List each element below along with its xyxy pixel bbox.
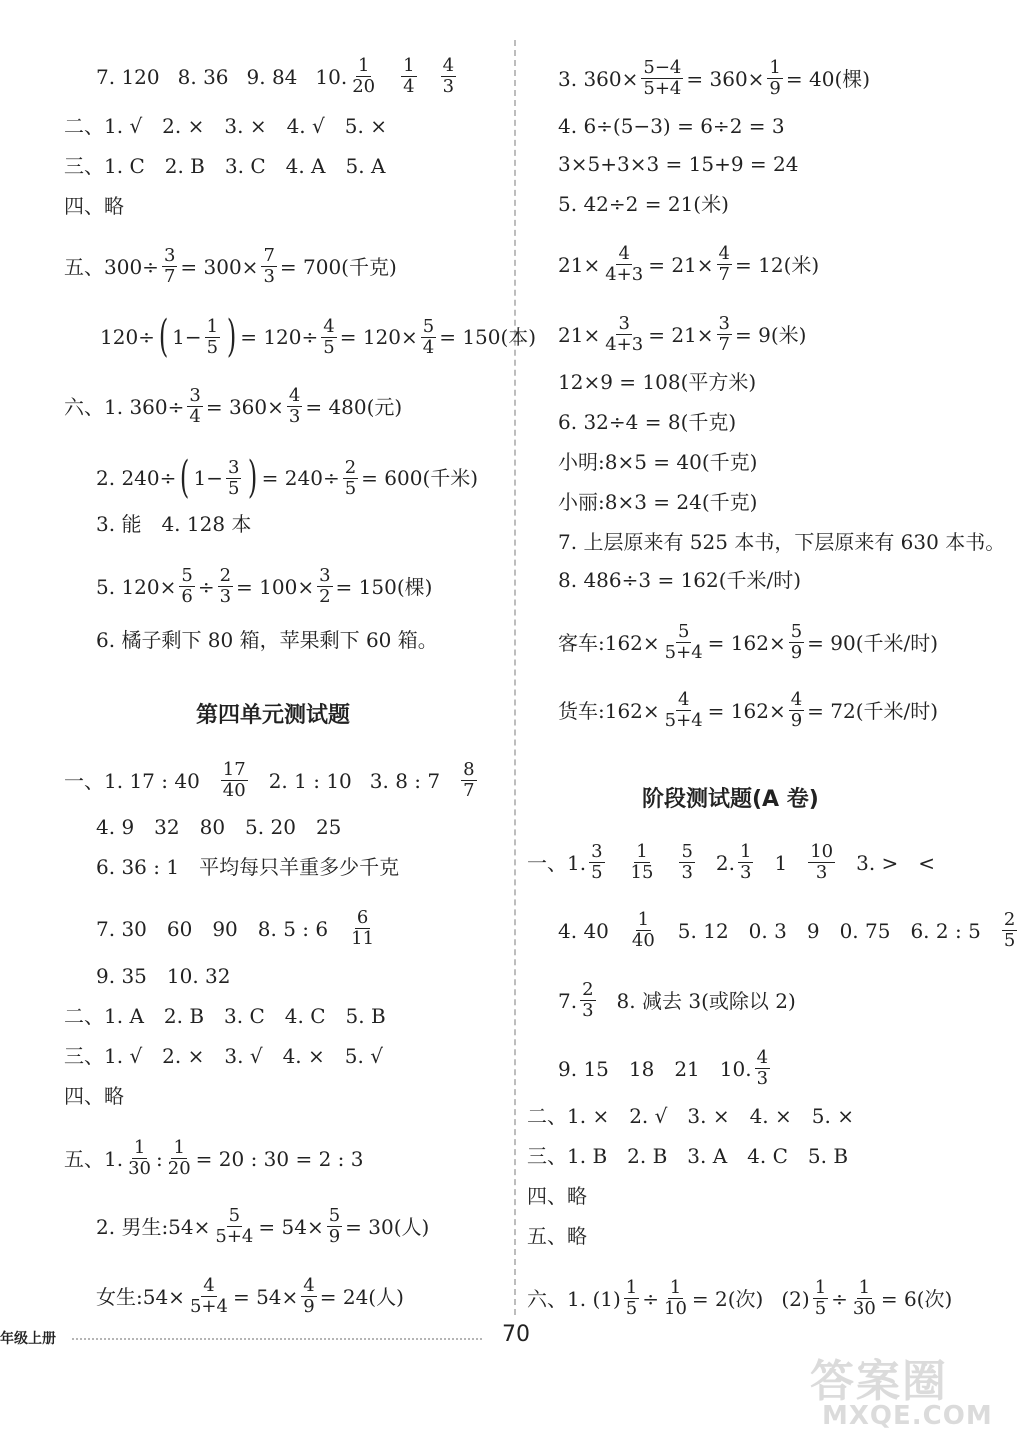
fraction: $\frac{4}{5+4}$ — [189, 1275, 228, 1317]
footer-grade-label: 年级上册 — [0, 1331, 56, 1347]
fraction: $\frac{1}{20}$ — [167, 1137, 191, 1179]
fraction: $\frac{1}{15}$ — [630, 841, 654, 883]
section-label: 四、略 — [64, 194, 124, 218]
fraction: $\frac{5}{9}$ — [328, 1205, 341, 1247]
answer-line: 3. 能 4. 128 本 — [96, 512, 252, 536]
fraction: $\frac{4}{3}$ — [288, 385, 301, 427]
answer-line: 7. 上层原来有 525 本书，下层原来有 630 本书。 — [558, 530, 1006, 554]
answer-line: 二、1. × 2. √ 3. × 4. × 5. × — [527, 1104, 854, 1128]
answer-line: 6. 橘子剩下 80 箱，苹果剩下 60 箱。 — [96, 628, 438, 652]
fraction: $\frac{6}{11}$ — [351, 907, 375, 949]
answer-line: 小丽:8×3 = 24(千克) — [558, 490, 758, 514]
fraction: $\frac{3}{7}$ — [718, 313, 730, 355]
fraction: $\frac{1}{5}$ — [814, 1277, 827, 1319]
answer-line: 2. 男生:54× $\frac{5}{5+4}$ = 54× $\frac{5}{9}$ = 30(人) — [96, 1205, 430, 1247]
answer-line: 一、1. 17 : 40 $\frac{17}{40}$ 2. 1 : 10 3. 8 : 7 $\frac{8}{7}$ — [64, 759, 475, 801]
column-divider — [514, 40, 516, 1315]
fraction: $\frac{3}{7}$ — [163, 245, 176, 287]
answer-line: 9. 35 10. 32 — [96, 964, 231, 988]
fraction: $\frac{2}{3}$ — [219, 565, 232, 607]
section-heading: 阶段测试题(A 卷) — [642, 787, 819, 812]
fraction: $\frac{1}{10}$ — [664, 1277, 687, 1319]
answer-line: 3. 360× $\frac{5-4}{5+4}$ = 360× $\frac{1}{9}$ = 40(棵) — [558, 57, 871, 99]
fraction: $\frac{1}{4}$ — [403, 55, 415, 97]
answer-line: 4. 40 $\frac{1}{40}$ 5. 12 0. 3 9 0. 75 6. 2 : 5 $\frac{2}{5}$ — [558, 909, 1016, 951]
answer-line: 4. 9 32 80 5. 20 25 — [96, 815, 342, 839]
answer-line: 二、1. A 2. B 3. C 4. C 5. B — [64, 1004, 386, 1028]
answer-line: 6. 32÷4 = 8(千克) — [558, 410, 737, 434]
section-label: 四、略 — [527, 1184, 587, 1208]
answer-line: 一、1. $\frac{3}{5}$ $\frac{1}{15}$ $\frac{5}{3}$ 2. $\frac{1}{3}$ 1 $\frac{10}{3}$ 3. > < — [527, 841, 936, 883]
answer-line: 7. $\frac{2}{3}$ 8. 减去 3(或除以 2) — [558, 979, 796, 1021]
section-label: 五、略 — [527, 1224, 587, 1248]
answer-line: 货车:162× $\frac{4}{5+4}$ = 162× $\frac{4}{9}$ = 72(千米/时) — [558, 689, 939, 731]
fraction: $\frac{4}{5+4}$ — [664, 689, 703, 731]
fraction: $\frac{5}{3}$ — [681, 841, 693, 883]
fraction: $\frac{4}{5}$ — [323, 315, 335, 358]
answer-line: 6. 36 : 1 平均每只羊重多少千克 — [96, 855, 400, 879]
watermark-logo — [800, 1345, 1000, 1435]
fraction: $\frac{2}{5}$ — [1003, 909, 1016, 951]
answer-line: 三、1. C 2. B 3. C 4. A 5. A — [64, 154, 386, 178]
answer-line: 三、1. √ 2. × 3. √ 4. × 5. √ — [64, 1044, 383, 1068]
watermark-text: 答案圈 — [810, 1356, 948, 1407]
answer-line: 女生:54× $\frac{4}{5+4}$ = 54× $\frac{4}{9}$ = 24(人) — [96, 1275, 404, 1317]
fraction: $\frac{4}{7}$ — [718, 243, 730, 285]
fraction: $\frac{1}{5}$ — [206, 315, 219, 358]
answer-line: 二、1. √ 2. × 3. × 4. √ 5. × — [64, 114, 387, 138]
fraction: $\frac{1}{30}$ — [128, 1137, 151, 1179]
fraction: $\frac{1}{20}$ — [352, 55, 376, 97]
fraction: $\frac{4}{3}$ — [442, 55, 455, 97]
section-label: 四、略 — [64, 1084, 124, 1108]
footer-divider — [72, 1338, 482, 1340]
fraction: $\frac{3}{5}$ — [228, 456, 240, 499]
fraction: $\frac{3}{2}$ — [319, 565, 331, 607]
answer-line: 12×9 = 108(平方米) — [558, 370, 757, 394]
answer-line: 7. 30 60 90 8. 5 : 6 $\frac{6}{11}$ — [96, 907, 375, 949]
fraction: $\frac{7}{3}$ — [263, 245, 275, 287]
answer-line: 六、1. 360÷ $\frac{3}{4}$ = 360× $\frac{4}{3}$ = 480(元) — [64, 385, 403, 427]
fraction: $\frac{3}{4}$ — [189, 385, 201, 427]
answer-line: 5. 42÷2 = 21(米) — [558, 192, 729, 216]
answer-line: 9. 15 18 21 10. $\frac{4}{3}$ — [558, 1047, 769, 1089]
fraction: $\frac{5}{4}$ — [422, 315, 435, 358]
answer-line: 4. 6÷(5−3) = 6÷2 = 3 — [558, 114, 785, 138]
answer-line: 五、1. $\frac{1}{30}$ : $\frac{1}{20}$ = 20 : 30 = 2 : 3 — [64, 1137, 364, 1179]
watermark-url: MXQE.COM — [822, 1401, 993, 1431]
fraction: $\frac{5-4}{5+4}$ — [643, 57, 682, 99]
fraction: $\frac{2}{5}$ — [344, 456, 357, 499]
answer-line: 21× $\frac{3}{4+3}$ = 21× $\frac{3}{7}$ = 9(米) — [558, 313, 807, 355]
page-number: 70 — [502, 1322, 530, 1347]
fraction: $\frac{5}{5+4}$ — [215, 1205, 254, 1247]
fraction: $\frac{2}{3}$ — [582, 979, 594, 1021]
section-heading: 第四单元测试题 — [196, 703, 351, 728]
answer-line: 三、1. B 2. B 3. A 4. C 5. B — [527, 1144, 849, 1168]
answer-line: 5. 120× $\frac{5}{6}$ ÷ $\frac{2}{3}$ = 100× $\frac{3}{2}$ = 150(棵) — [96, 565, 433, 607]
answer-line: 8. 486÷3 = 162(千米/时) — [558, 568, 802, 592]
answer-line: 客车:162× $\frac{5}{5+4}$ = 162× $\frac{5}{9}$ = 90(千米/时) — [558, 621, 939, 663]
answer-line: 21× $\frac{4}{4+3}$ = 21× $\frac{4}{7}$ = 12(米) — [558, 243, 820, 285]
answer-line: 六、1. (1) $\frac{1}{5}$ ÷ $\frac{1}{10}$ = 2(次) (2) $\frac{1}{5}$ ÷ $\frac{1}{30}$ = 6(次) — [527, 1277, 953, 1319]
fraction: $\frac{4}{9}$ — [790, 689, 803, 731]
answer-line: 7. 120 8. 36 9. 84 10. $\frac{1}{20}$ $\frac{1}{4}$ $\frac{4}{3}$ — [96, 55, 455, 97]
fraction: $\frac{3}{4+3}$ — [605, 313, 644, 355]
fraction: $\frac{4}{4+3}$ — [605, 243, 644, 285]
answer-line: 五、300÷ $\frac{3}{7}$ = 300× $\frac{7}{3}$ = 700(千克) — [64, 245, 397, 287]
fraction: $\frac{4}{9}$ — [303, 1275, 315, 1317]
answer-line: 3×5+3×3 = 15+9 = 24 — [558, 152, 799, 176]
fraction: $\frac{3}{5}$ — [591, 841, 603, 883]
fraction: $\frac{1}{9}$ — [769, 57, 781, 99]
answer-line: 2. 240÷ ( 1− $\frac{3}{5}$ ) = 240÷ $\frac{2}{5}$ = 600(千米) — [96, 452, 479, 503]
fraction: $\frac{8}{7}$ — [463, 759, 475, 801]
fraction: $\frac{1}{30}$ — [852, 1277, 876, 1319]
fraction: $\frac{17}{40}$ — [222, 759, 246, 801]
fraction: $\frac{1}{40}$ — [631, 909, 655, 951]
fraction: $\frac{1}{5}$ — [625, 1277, 638, 1319]
answer-line: 小明:8×5 = 40(千克) — [558, 450, 758, 474]
fraction: $\frac{5}{6}$ — [181, 565, 193, 607]
fraction: $\frac{4}{3}$ — [756, 1047, 769, 1089]
fraction: $\frac{5}{9}$ — [790, 621, 803, 663]
fraction: $\frac{1}{3}$ — [740, 841, 752, 883]
answer-line: 120÷ ( 1− $\frac{1}{5}$ ) = 120÷ $\frac{4}{5}$ = 120× $\frac{5}{4}$ = 150(本) — [100, 311, 537, 362]
fraction: $\frac{10}{3}$ — [810, 841, 834, 883]
fraction: $\frac{5}{5+4}$ — [664, 621, 703, 663]
